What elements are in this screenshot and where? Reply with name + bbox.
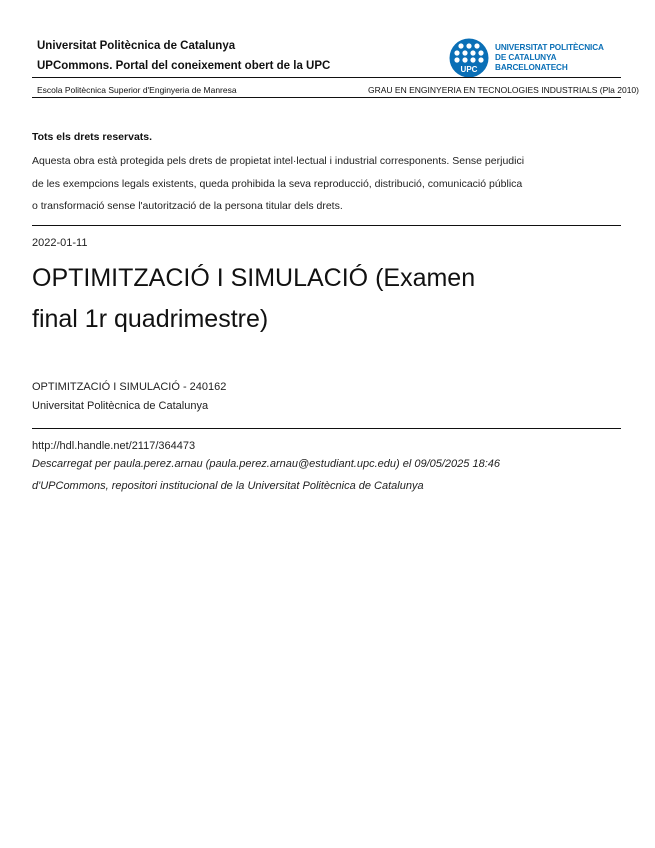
degree-name: GRAU EN ENGINYERIA EN TECNOLOGIES INDUSTRIALS (Pla 2010) xyxy=(368,85,639,95)
header-bottom-rule xyxy=(32,97,621,98)
rights-title: Tots els drets reservats. xyxy=(32,131,153,143)
institution-name: Universitat Politècnica de Catalunya xyxy=(37,40,236,52)
rights-line-3: o transformació sense l'autorització de la persona titular dels drets. xyxy=(32,200,343,212)
title-line-1: OPTIMITZACIÓ I SIMULACIÓ (Examen xyxy=(32,264,476,292)
portal-name: UPCommons. Portal del coneixement obert de la UPC xyxy=(37,60,331,72)
logo-badge: UPC xyxy=(460,65,478,74)
upc-logo xyxy=(449,38,621,78)
document-date: 2022-01-11 xyxy=(32,237,88,249)
rights-line-2: de les exempcions legals existents, queda prohibida la seva reproducció, distribució, comunicació pública xyxy=(32,177,523,190)
upc-logo-icon xyxy=(449,38,489,78)
logo-line3: BARCELONATECH xyxy=(495,63,568,72)
section-rule-1 xyxy=(32,225,621,226)
logo-line1: UNIVERSITAT POLITÈCNICA xyxy=(495,43,604,52)
rights-line-1: Aquesta obra està protegida pels drets de propietat intel·lectual i industrial corresponents. Sense perjudici xyxy=(32,155,525,167)
repository-info: d'UPCommons, repositori institucional de la Universitat Politècnica de Catalunya xyxy=(32,480,424,492)
document-title xyxy=(32,258,592,340)
download-info: Descarregat per paula.perez.arnau (paula.perez.arnau@estudiant.upc.edu) el 09/05/2025 18:46 xyxy=(32,458,500,470)
handle-link[interactable]: http://hdl.handle.net/2117/364473 xyxy=(32,440,196,452)
logo-wordmark xyxy=(495,43,604,73)
university-name: Universitat Politècnica de Catalunya xyxy=(32,400,209,412)
section-rule-2 xyxy=(32,428,621,429)
title-line-2: final 1r quadrimestre) xyxy=(32,305,269,333)
school-name: Escola Politècnica Superior d'Enginyeria de Manresa xyxy=(37,85,237,95)
header-top-rule xyxy=(32,77,621,78)
course-code: OPTIMITZACIÓ I SIMULACIÓ - 240162 xyxy=(32,381,227,393)
rights-notice xyxy=(32,150,602,218)
logo-line2: DE CATALUNYA xyxy=(495,53,557,62)
